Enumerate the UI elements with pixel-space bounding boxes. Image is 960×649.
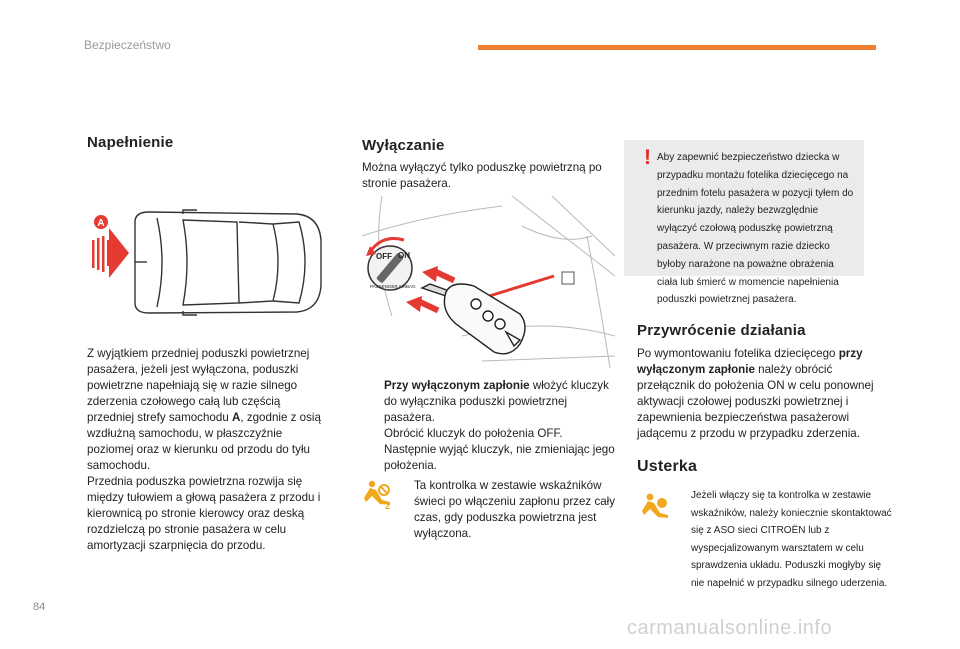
svg-text:2: 2 <box>385 501 391 510</box>
inflation-paragraph-2: Przednia poduszka powietrzna rozwija się między tułowiem a głową pasażera z przodu i kierownicą po stronie kierowcy oraz deską rozdzielczą po stronie pasażera w celu amortyzacji szarpnięcia do przodu. <box>87 475 321 552</box>
inflation-paragraph-1: Z wyjątkiem przedniej poduszki powietrznej pasażera, jeżeli jest wyłączona, poduszki powietrzne napełniają się w razie silnego zderzenia czołowego całą lub częścią przedniej strefy samochodu A, zgodnie z osią wzdłużną samochodu, w płaszczyźnie poziomej oraz w kierunku od przodu do tyłu samochodu. <box>87 347 321 472</box>
reactivation-text: Po wymontowaniu fotelika dziecięcego przy wyłączonym zapłonie należy obrócić przełącznik do położenia ON w celu ponownej aktywacji czołowej poduszki powietrznej i zapewnienia bezpieczeństwa pasażerowi jadącemu z przodu w przypadku zderzenia. <box>637 347 874 440</box>
airbag-key-switch-figure <box>362 196 615 368</box>
step-1: Przy wyłączonym zapłonie włożyć kluczyk do wyłącznika poduszki powietrznej pasażera. <box>362 378 617 426</box>
svg-text:PASSENGER AIRBAG: PASSENGER AIRBAG <box>370 284 416 289</box>
svg-text:ON: ON <box>398 251 410 260</box>
page-number: 84 <box>33 601 46 613</box>
car-frontal-impact-figure <box>87 200 327 325</box>
airbag-switch-icon <box>366 239 416 291</box>
child-seat-warning-text: Aby zapewnić bezpieczeństwo dziecka w przypadku montażu fotelika dziecięcego na przednim fotelu pasażera w pozycji tyłem do kierunku jazdy, należy bezwzględnie wyłączyć czołową poduszkę powietrzną pasażera. W przeciwnym razie dziecko byłoby narażone na poważne obrażenia ciała lub śmierć w momencie napełnienia poduszki powietrznej pasażera. <box>657 152 854 306</box>
car-top-view-icon <box>135 210 321 315</box>
impact-arrows-icon <box>92 228 129 278</box>
header-accent-line <box>478 45 876 50</box>
deactivated-lamp-note: 2 Ta kontrolka w zestawie wskaźników świeci po włączeniu zapłonu przez cały czas, gdy poduszka powietrzna jest wyłączona. <box>360 478 620 542</box>
step-bullet-icon <box>362 378 384 426</box>
deactivation-steps <box>362 378 617 474</box>
step-bullet-icon <box>362 442 384 474</box>
inflation-description <box>87 346 327 554</box>
title-wylaczanie: Wyłączanie <box>362 137 445 154</box>
svg-text:OFF: OFF <box>376 252 392 261</box>
figure-label-a: A <box>97 218 105 229</box>
step-3: Następnie wyjąć kluczyk, nie zmieniając jego położenia. <box>362 442 617 474</box>
step-2: Obrócić kluczyk do położenia OFF. <box>362 426 617 442</box>
deactivation-intro: Można wyłączyć tylko poduszkę powietrzną po stronie pasażera. <box>362 161 602 190</box>
airbag-fault-lamp-icon <box>638 491 674 521</box>
fault-text: Jeżeli włączy się ta kontrolka w zestawie wskaźników, należy koniecznie skontaktować się z ASO sieci CITROËN lub z wyspecjalizowanym warsztatem w celu sprawdzenia układu. Poduszki mogłyby się nie napełnić w przypadku silnego uderzenia. <box>691 490 892 589</box>
watermark: carmanualsonline.info <box>627 617 833 639</box>
step-bullet-icon <box>362 426 384 442</box>
warning-exclamation-icon: ! <box>644 146 651 169</box>
airbag-off-warning-lamp-icon <box>360 478 396 510</box>
title-przywrocenie: Przywrócenie działania <box>637 322 806 339</box>
key-fob-icon <box>422 284 525 354</box>
section-label: Bezpieczeństwo <box>84 38 171 52</box>
dashboard-slot-icon <box>562 272 574 284</box>
title-usterka: Usterka <box>637 458 698 475</box>
title-napelnienie: Napełnienie <box>87 134 174 151</box>
